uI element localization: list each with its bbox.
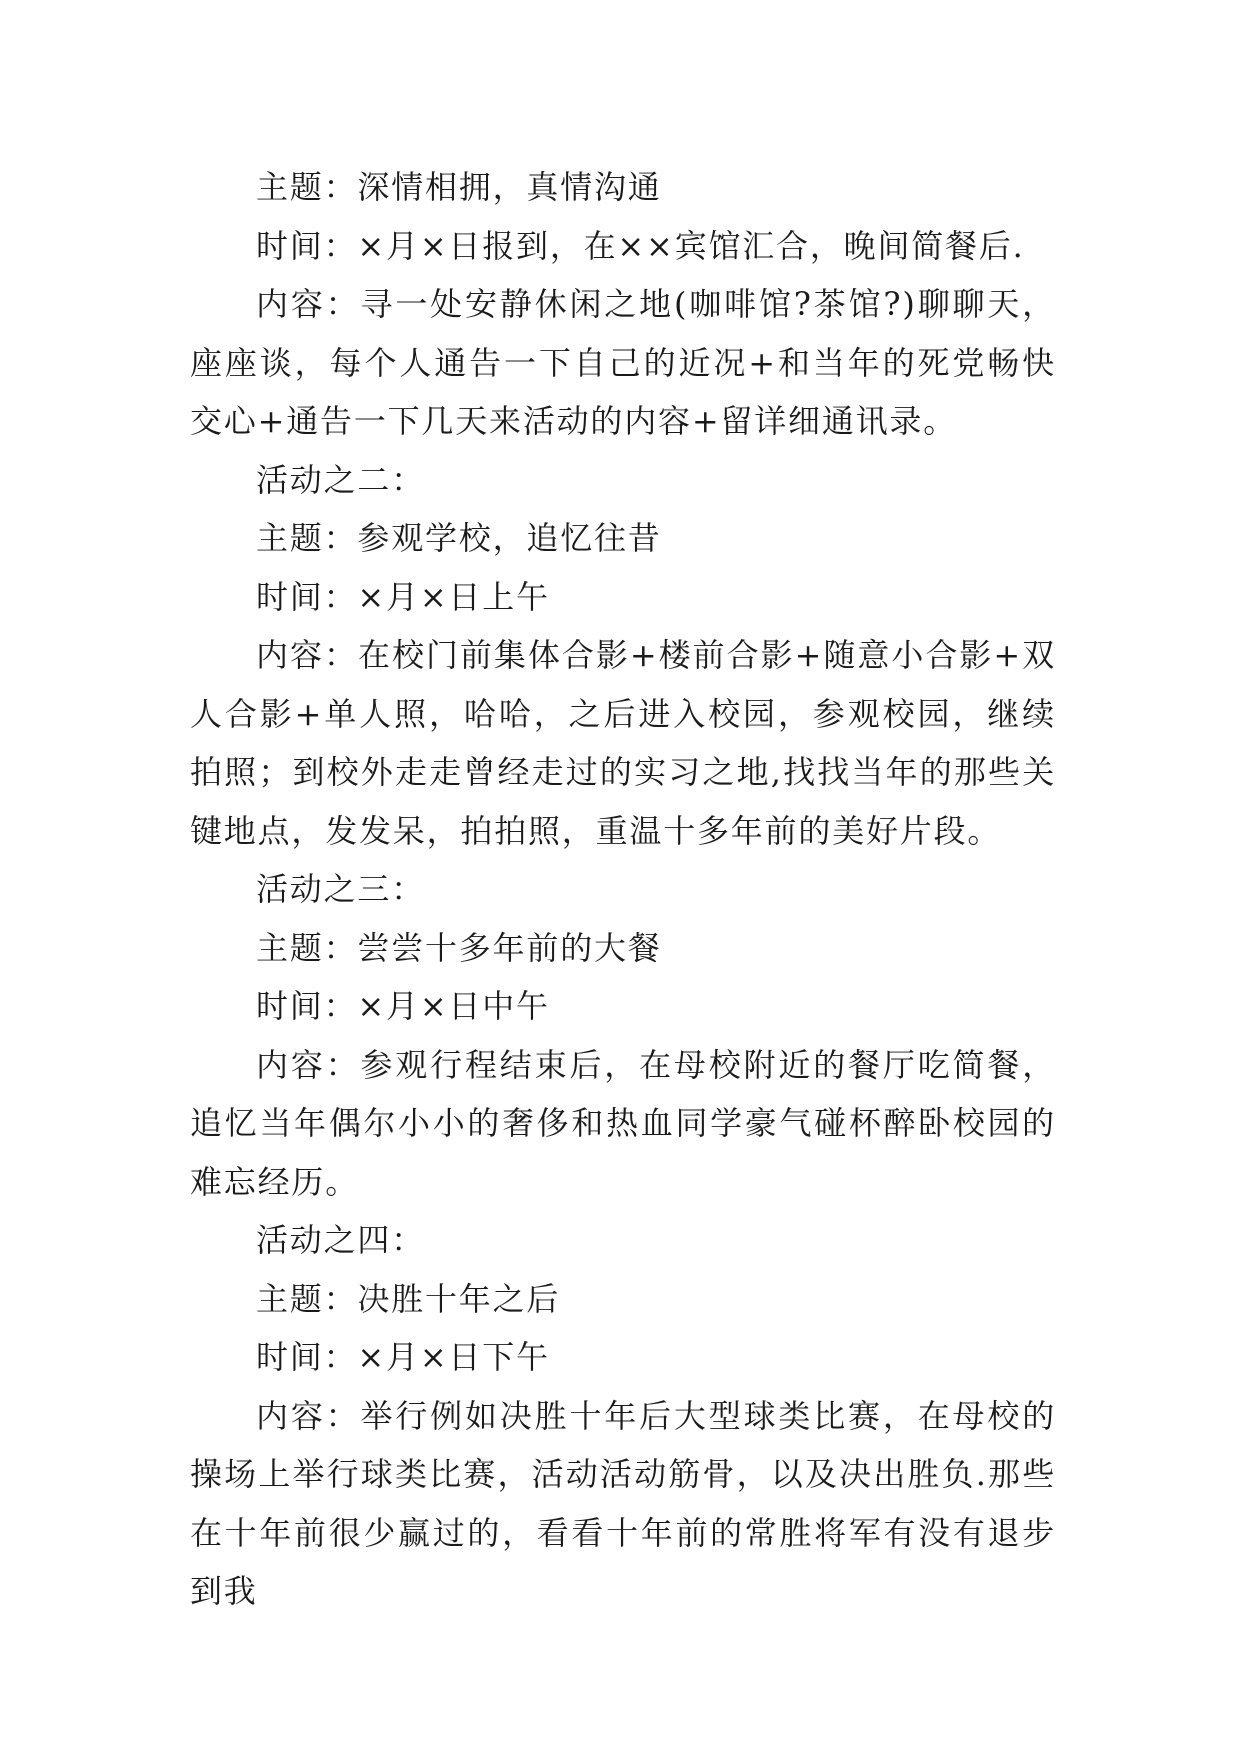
time-line-2: 时间：×月×日上午 xyxy=(256,577,550,616)
content-paragraph-3: 内容：参观行程结束后，在母校附近的餐厅吃简餐，追忆当年偶尔小小的奢侈和热血同学豪气碰杯醉卧校园的难忘经历。 xyxy=(190,1045,1056,1201)
time-line-4: 时间：×月×日下午 xyxy=(256,1338,550,1376)
content-paragraph-2: 内容：在校门前集体合影+楼前合影+随意小合影+双人合影+单人照，哈哈，之后进入校园，参观校园，继续拍照；到校外走走曾经走过的实习之地,找找当年的那些关键地点，发发呆，拍拍照，重温十多年前的美好片段。 xyxy=(190,636,1056,850)
content-paragraph-1: 内容：寻一处安静休闲之地(咖啡馆?茶馆?)聊聊天，座座谈，每个人通告一下自己的近况+和当年的死党畅快交心+通告一下几天来活动的内容+留详细通讯录。 xyxy=(190,285,1056,440)
theme-line-1: 主题：深情相拥，真情沟通 xyxy=(256,168,662,206)
content-paragraph-4: 内容：举行例如决胜十年后大型球类比赛，在母校的操场上举行球类比赛，活动活动筋骨，以及决出胜负.那些在十年前很少赢过的，看看十年前的常胜将军有没有退步到我 xyxy=(190,1396,1056,1610)
theme-line-2: 主题：参观学校，追忆往昔 xyxy=(256,519,662,557)
activity-heading-2: 活动之二： xyxy=(256,460,426,499)
theme-line-4: 主题：决胜十年之后 xyxy=(256,1279,561,1318)
time-line-3: 时间：×月×日中午 xyxy=(256,987,550,1025)
time-line-1: 时间：×月×日报到，在××宾馆汇合，晚间简餐后. xyxy=(256,226,1025,265)
theme-line-3: 主题：尝尝十多年前的大餐 xyxy=(256,928,662,967)
activity-heading-3: 活动之三： xyxy=(256,870,426,908)
activity-heading-4: 活动之四： xyxy=(256,1221,426,1259)
